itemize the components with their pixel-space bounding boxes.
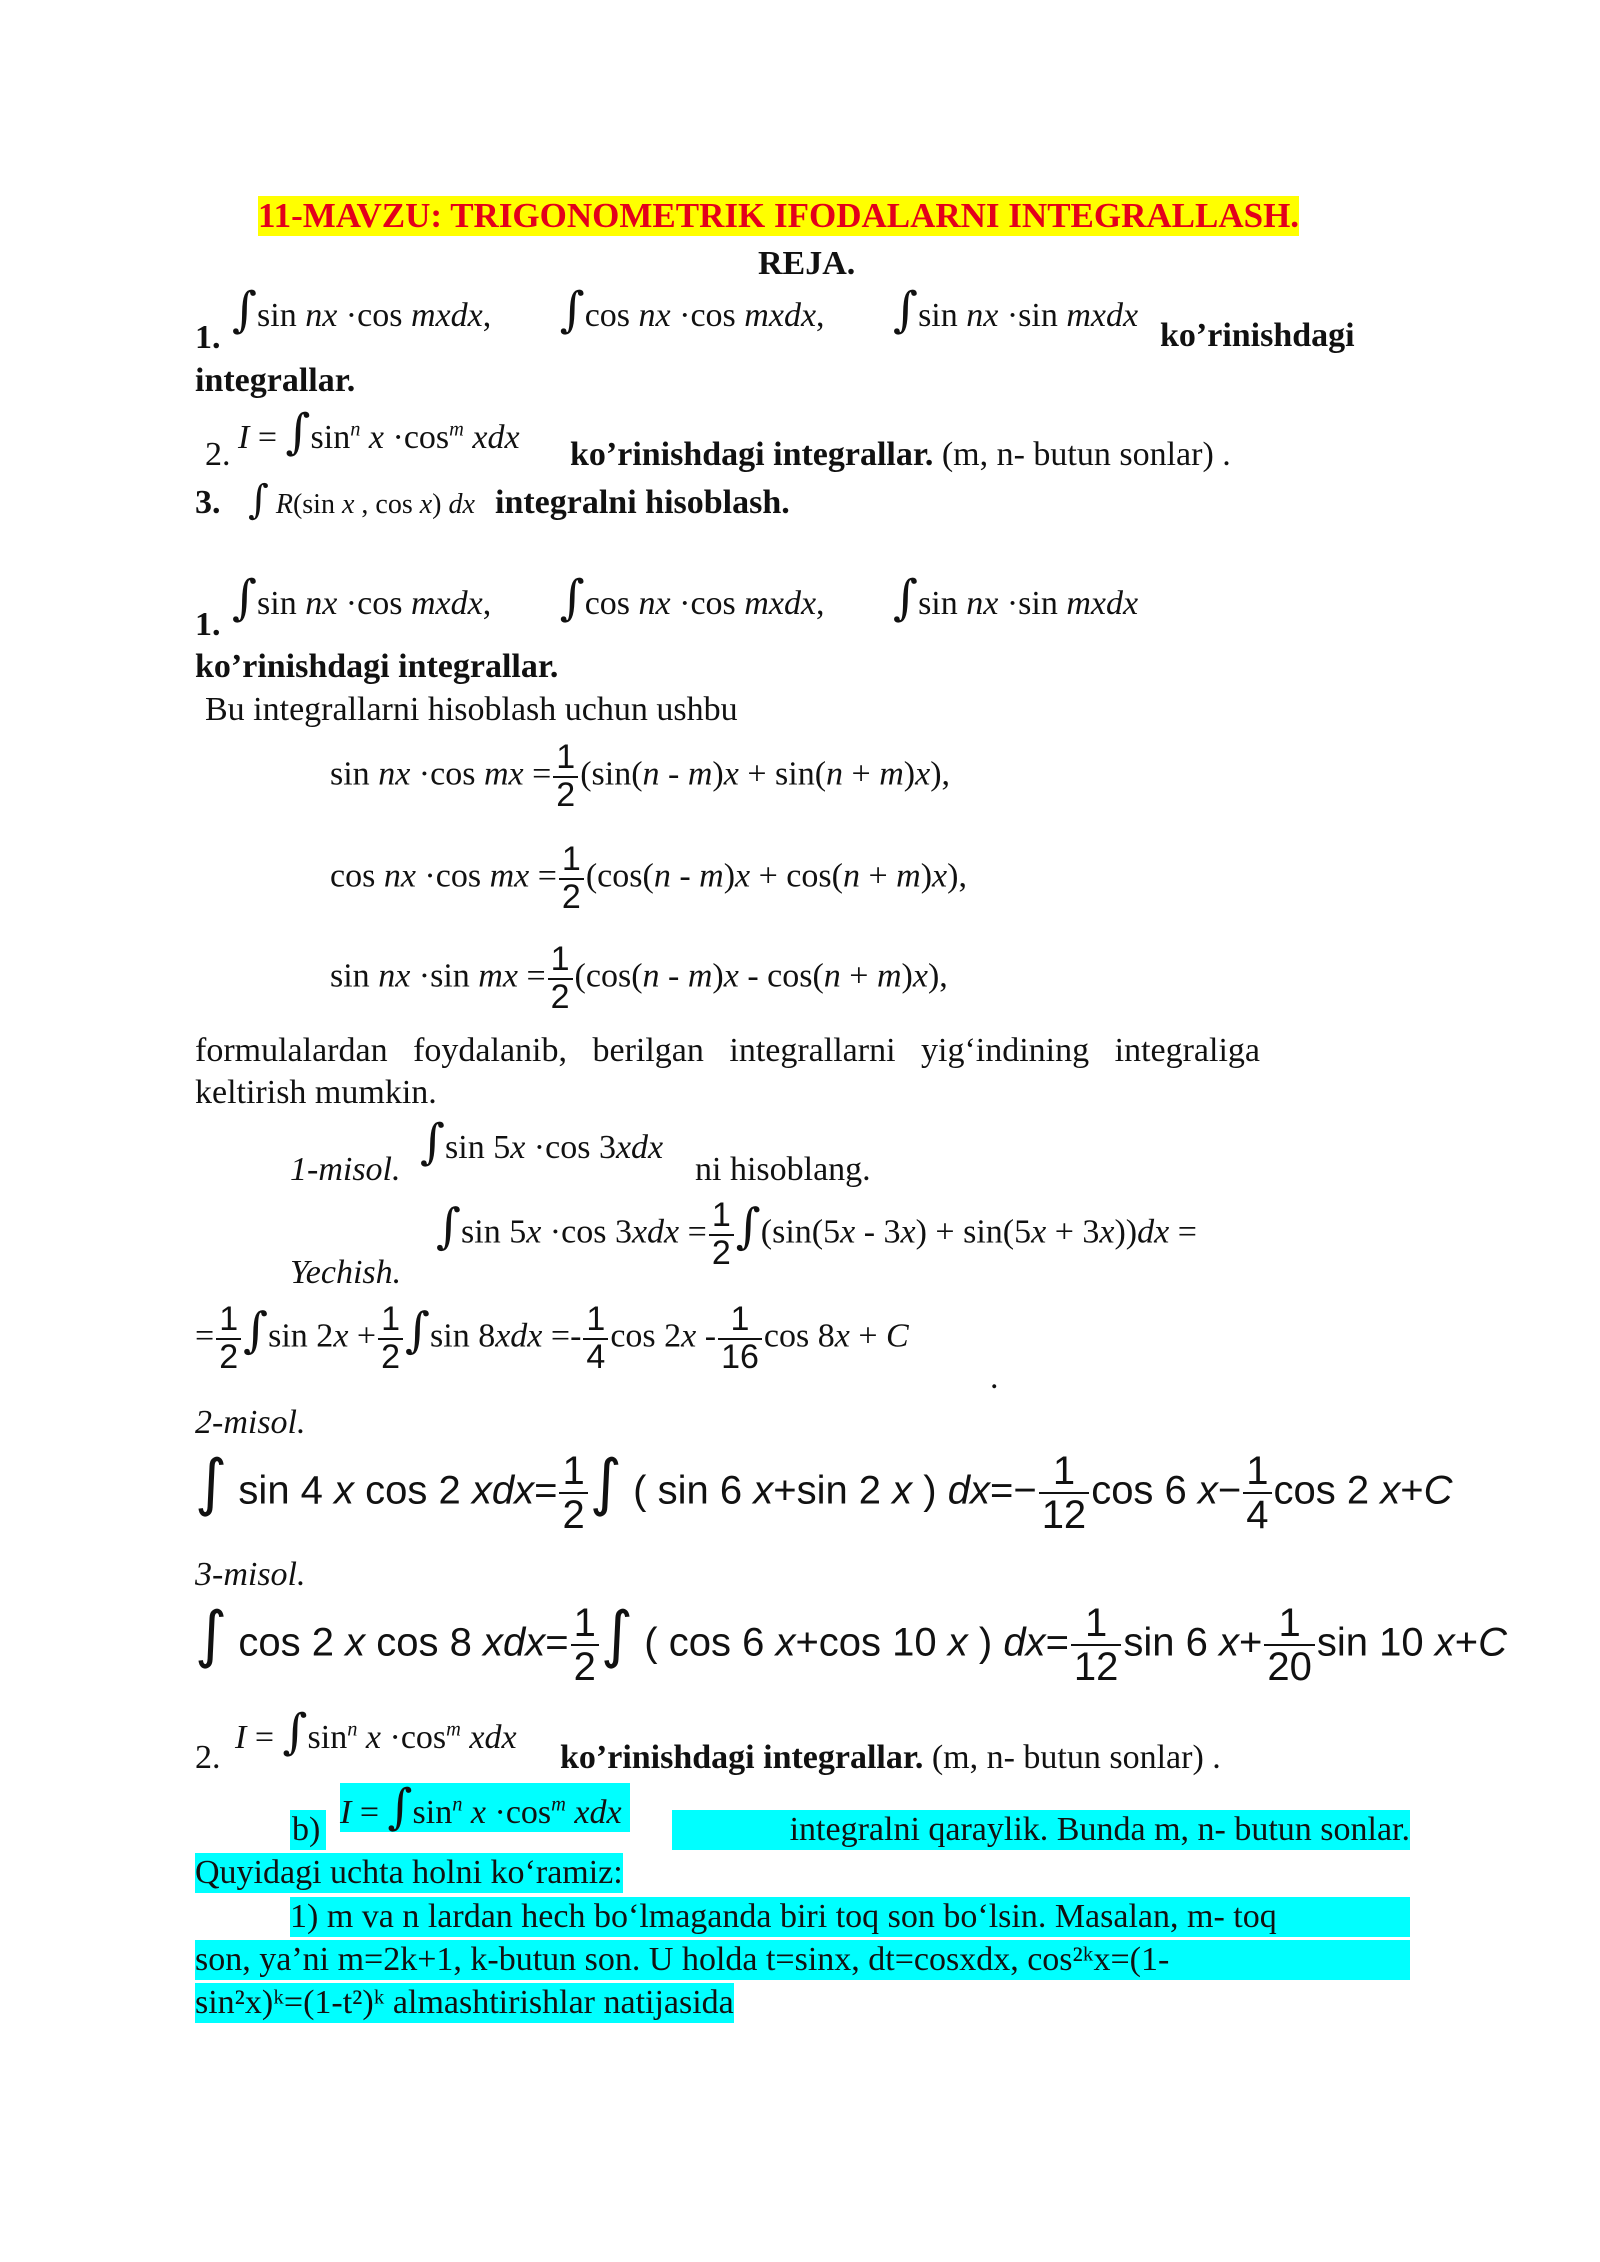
section-2-bold: ko’rinishdagi integrallar.: [560, 1739, 924, 1776]
example-1-label: 1-misol.: [290, 1151, 401, 1188]
document-title: 11-MAVZU: TRIGONOMETRIK IFODALARNI INTEGRALLASH.: [258, 196, 1300, 235]
plan-item-1-number: 1.: [195, 319, 221, 356]
section-1-paragraph-line-2: keltirish mumkin.: [195, 1074, 437, 1111]
section-1-heading: ko’rinishdagi integrallar.: [195, 648, 559, 685]
example-2-formula: ∫ sin 4 x cos 2 xdx= $\frac{1}{2}$ ∫ ( sin 6 x+sin 2 x ) dx=− $\frac{1}{12}$ cos 6 x− $\frac{1}{4}$ cos 2 x+C: [195, 1445, 1453, 1537]
plan-item-1-suffix: ko’rinishdagi: [1160, 317, 1355, 354]
example-3-label: 3-misol.: [195, 1556, 306, 1593]
example-2-label: 2-misol.: [195, 1404, 306, 1441]
example-1-tail: ni hisoblang.: [695, 1151, 871, 1188]
example-1-period: .: [990, 1359, 999, 1396]
formula-cos-cos: cos nx ·cos mx = $\frac{1}{2}$ (cos(n - m)x + cos(n + m)x),: [330, 840, 967, 916]
plan-item-2-rest: (m, n- butun sonlar) .: [941, 436, 1231, 473]
section-1-number: 1.: [195, 606, 221, 643]
plan-item-2-text: [570, 435, 1231, 475]
section-2-formula: $I = \int\sin^n$ $x \cdot\cos^m$ xdx: [235, 1704, 517, 1760]
plan-item-1-formulas: ∫sin nx ·cos mxdx, ∫cos nx ·cos mxdx, ∫sin nx ·sin mxdx: [232, 282, 1139, 338]
section-2-b-line-2: Quyidagi uchta holni ko‘ramiz:: [195, 1854, 623, 1891]
section-2-b-label: b): [290, 1810, 326, 1850]
formula-sin-sin: sin nx ·sin mx = $\frac{1}{2}$ (cos(n - m)x - cos(n + m)x),: [330, 940, 948, 1016]
plan-item-3-number: 3.: [195, 484, 221, 521]
section-2-b-text: integralni qaraylik. Bunda m, n- butun sonlar.: [672, 1810, 1410, 1850]
section-1-intro: Bu integrallarni hisoblash uchun ushbu: [205, 691, 738, 728]
plan-item-2-number: 2.: [205, 436, 231, 473]
case-1-line-3: sin²x)ᵏ=(1-t²)ᵏ almashtirishlar natijasida: [195, 1984, 734, 2021]
plan-item-1-continuation: integrallar.: [195, 362, 356, 399]
plan-item-2-formula: $I = \int\sin^n$ $x \cdot\cos^m$ xdx: [238, 404, 520, 460]
example-1-solution-step-2: = $\frac{1}{2}$ ∫sin 2x + $\frac{1}{2}$ ∫sin 8xdx =- $\frac{1}{4}$ cos 2x - $\frac{1}{16}$ cos 8x + C: [195, 1300, 909, 1376]
plan-item-3-formula: ∫ R(sin x , cos x) dx: [248, 477, 475, 523]
section-1-paragraph-line-1: formulalardan foydalanib, berilgan integrallarni yig‘indining integraliga: [195, 1032, 1261, 1069]
case-1-line-2: son, ya’ni m=2k+1, k-butun son. U holda t=sinx, dt=cosxdx, cos²ᵏx=(1-: [195, 1940, 1410, 1980]
section-2-b-formula: $I = \int\sin^n$ $x \cdot\cos^m$ xdx: [340, 1783, 630, 1832]
example-1-solution-label: Yechish.: [290, 1254, 402, 1291]
plan-item-3-text: integralni hisoblash.: [495, 484, 790, 521]
case-1-line-1: 1) m va n lardan hech bo‘lmaganda biri toq son bo‘lsin. Masalan, m- toq: [290, 1897, 1410, 1937]
example-1-solution-step-1: ∫sin 5x ·cos 3xdx = $\frac{1}{2}$ ∫(sin(5x - 3x) + sin(5x + 3x))dx =: [436, 1196, 1197, 1272]
example-3-formula: ∫ cos 2 x cos 8 xdx= $\frac{1}{2}$ ∫ ( cos 6 x+cos 10 x ) dx= $\frac{1}{12}$ sin 6 x+ $\frac{1}{20}$ sin 10 x+C: [195, 1597, 1507, 1689]
section-2-rest: (m, n- butun sonlar) .: [931, 1739, 1221, 1776]
formula-sin-cos: sin nx ·cos mx = $\frac{1}{2}$ (sin(n - m)x + sin(n + m)x),: [330, 738, 951, 814]
section-2-text: [560, 1738, 1221, 1778]
section-1-formulas: ∫sin nx ·cos mxdx, ∫cos nx ·cos mxdx, ∫sin nx ·sin mxdx: [232, 570, 1139, 626]
plan-item-2-bold: ko’rinishdagi integrallar.: [570, 436, 934, 473]
plan-heading: REJA.: [758, 245, 856, 282]
section-2-number: 2.: [195, 1739, 221, 1776]
example-1-integral: ∫sin 5x ·cos 3xdx: [420, 1114, 664, 1170]
